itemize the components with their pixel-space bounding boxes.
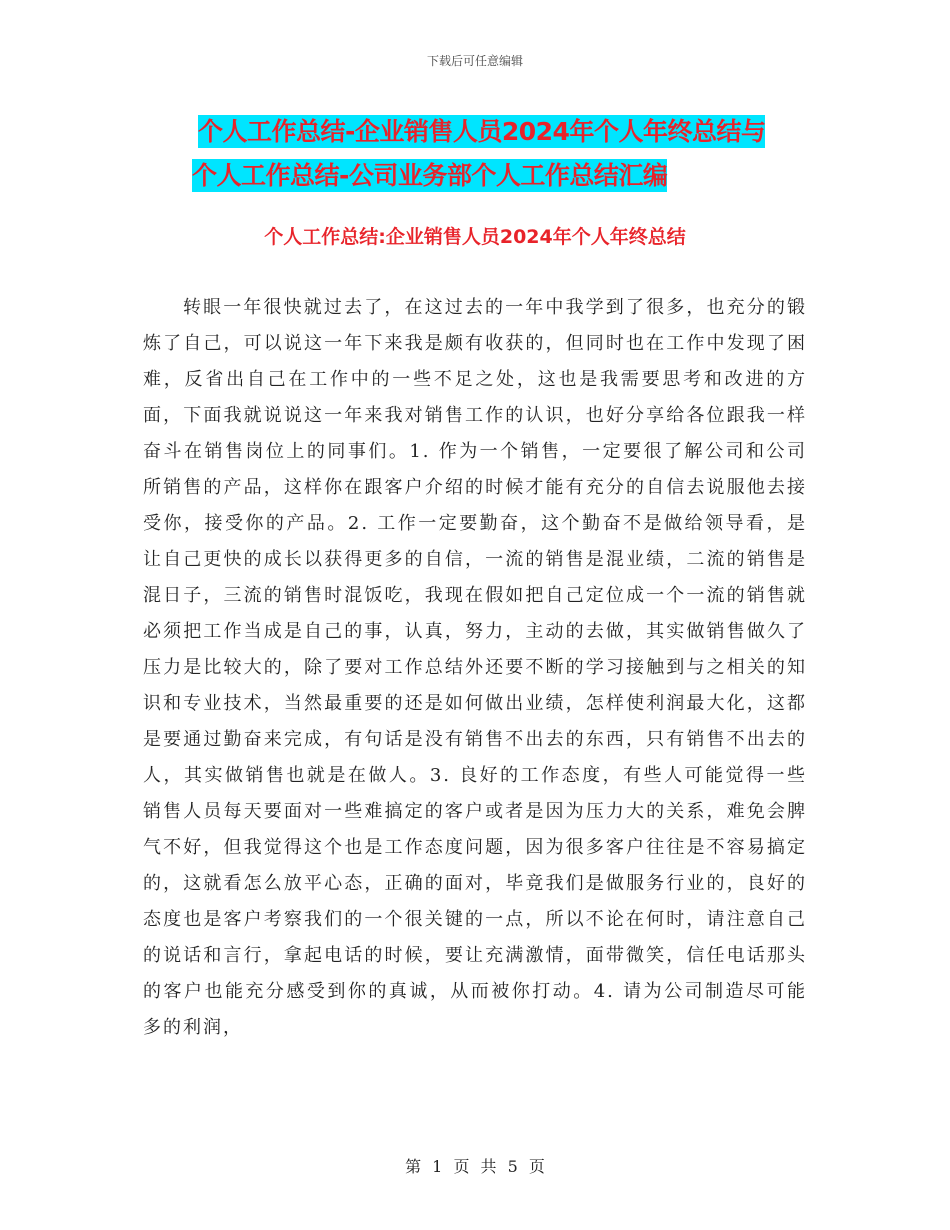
title-line-2 — [192, 154, 818, 198]
body-paragraph: 转眼一年很快就过去了，在这过去的一年中我学到了很多，也充分的锻炼了自己，可以说这一年下来我是颇有收获的，但同时也在工作中发现了困难，反省出自己在工作中的一些不足之处，这也是我需要思考和改进的方面，下面我就说说这一年来我对销售工作的认识，也好分享给各位跟我一样奋斗在销售岗位上的同事们。1. 作为一个销售，一定要很了解公司和公司所销售的产品，这样你在跟客户介绍的时候才能有充分的自信去说服他去接受你，接受你的产品。2. 工作一定要勤奋，这个勤奋不是做给领导看，是让自己更快的成长以获得更多的自信，一流的销售是混业绩，二流的销售是混日子，三流的销售时混饭吃，我现在假如把自己定位成一个一流的销售就必须把工作当成是自己的事，认真，努力，主动的去做，其实做销售做久了压力是比较大的，除了要对工作总结外还要不断的学习接触到与之相关的知识和专业技术，当然最重要的还是如何做出业绩，怎样使利润最大化，这都是要通过勤奋来完成，有句话是没有销售不出去的东西，只有销售不出去的人，其实做销售也就是在做人。3. 良好的工作态度，有些人可能觉得一些销售人员每天要面对一些难搞定的客户或者是因为压力大的关系，难免会脾气不好，但我觉得这个也是工作态度问题，因为很多客户往往是不容易搞定的，这就看怎么放平心态，正确的面对，毕竟我们是做服务行业的，良好的态度也是客户考察我们的一个很关键的一点，所以不论在何时，请注意自己的说话和言行，拿起电话的时候，要让充满激情，面带微笑，信任电话那头的客户也能充分感受到你的真诚，从而被你打动。4. 请为公司制造尽可能多的利润， — [143, 297, 807, 1038]
document-title — [192, 110, 818, 198]
title-line-2-text: 个人工作总结-公司业务部个人工作总结汇编 — [192, 161, 668, 190]
page-indicator: 第 1 页 共 5 页 — [405, 1157, 545, 1176]
title-line-1 — [198, 110, 818, 154]
header-note: 下载后可任意编辑 — [426, 54, 523, 68]
section-heading: 个人工作总结:企业销售人员2024年个人年终总结 — [264, 226, 686, 248]
title-line-1-text: 个人工作总结-企业销售人员2024年个人年终总结与 — [198, 117, 766, 146]
